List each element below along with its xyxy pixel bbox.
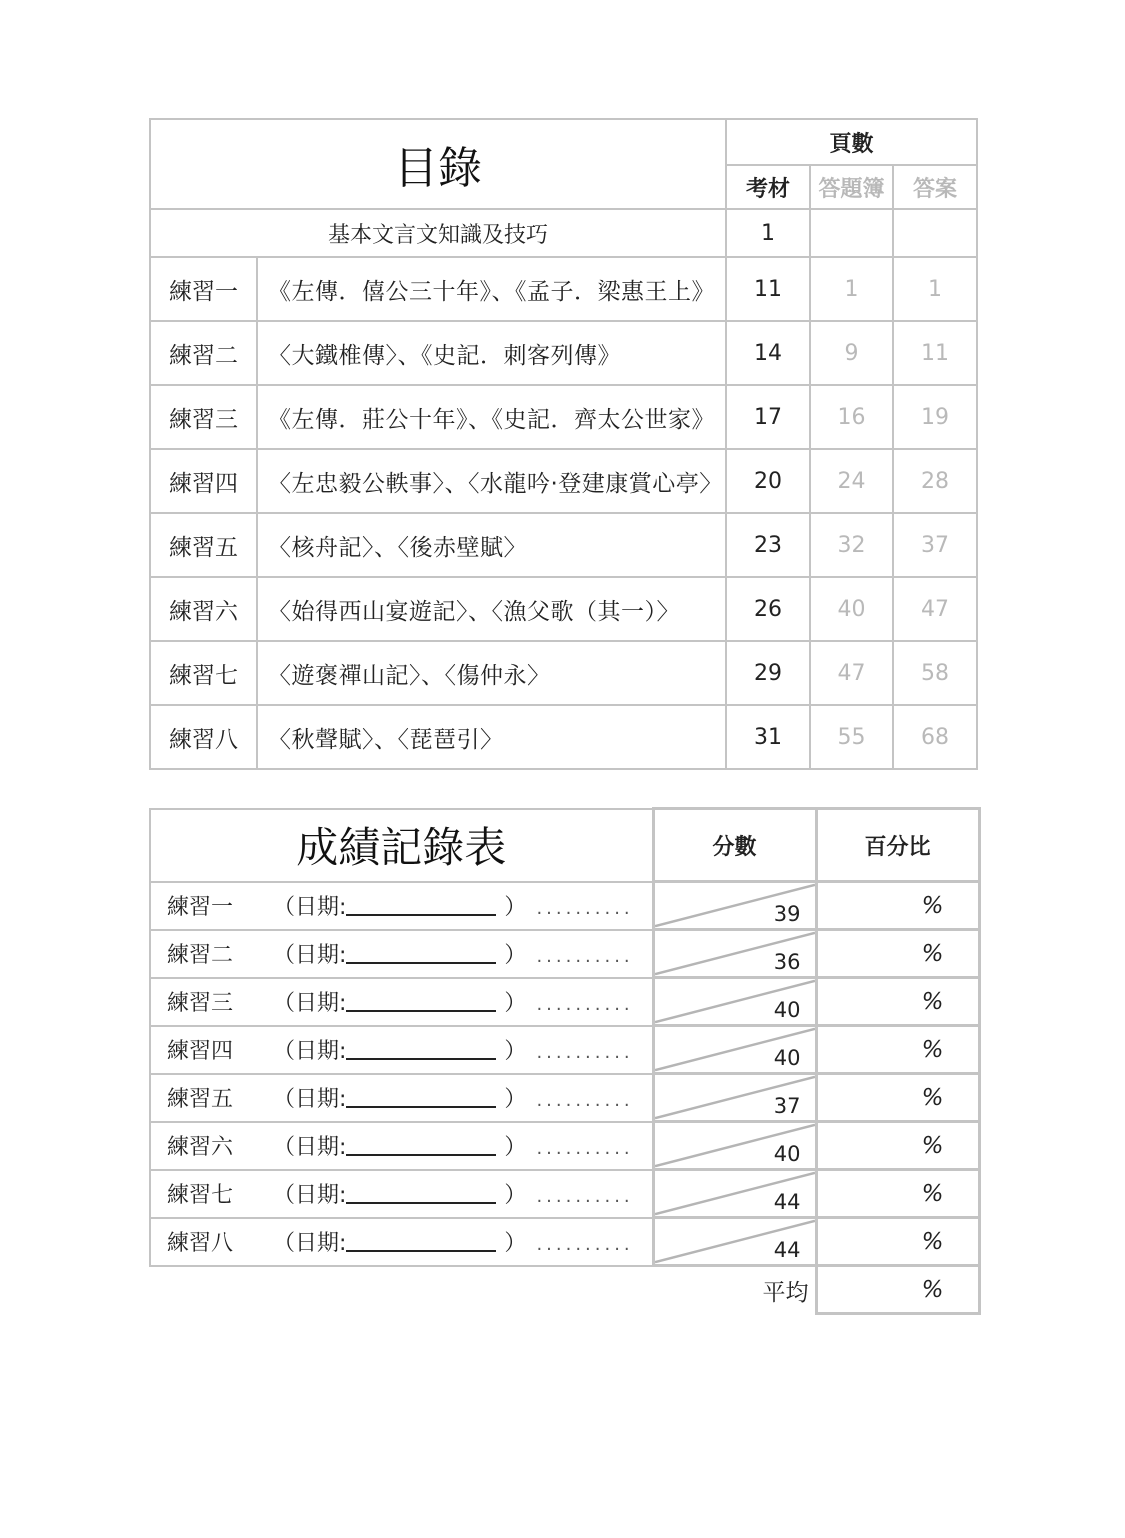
date-blank[interactable]	[346, 1086, 496, 1108]
date-close: ）	[504, 1039, 527, 1064]
date-close: ）	[504, 895, 527, 920]
workbook-page: 55	[810, 705, 893, 769]
exercise-title: 《左傳．莊公十年》、《史記．齊太公世家》	[257, 385, 726, 449]
exercise-label: 練習六	[150, 577, 257, 641]
table-of-contents	[149, 118, 978, 770]
date-blank[interactable]	[346, 1230, 496, 1252]
exercise-record	[150, 1026, 653, 1074]
record-exercise-label: 練習四	[167, 1039, 234, 1064]
answer-page: 68	[893, 705, 977, 769]
material-page: 11	[726, 257, 810, 321]
record-exercise-label: 練習五	[167, 1087, 234, 1112]
exercise-label: 練習四	[150, 449, 257, 513]
toc-row	[150, 513, 977, 577]
score-record-table	[149, 807, 981, 1315]
leader-dots: ..........	[536, 1090, 634, 1111]
score-cell[interactable]	[653, 1026, 816, 1074]
max-score: 40	[773, 998, 801, 1022]
exercise-title: 〈遊褒禪山記〉、〈傷仲永〉	[257, 641, 726, 705]
record-exercise-label: 練習八	[167, 1231, 234, 1256]
toc-title: 目錄	[150, 119, 726, 209]
score-cell[interactable]	[653, 1170, 816, 1218]
exercise-record	[150, 1074, 653, 1122]
date-close: ）	[504, 1231, 527, 1256]
exercise-label: 練習五	[150, 513, 257, 577]
percent-cell[interactable]: %	[816, 1026, 979, 1074]
record-exercise-label: 練習一	[167, 895, 234, 920]
date-close: ）	[504, 1183, 527, 1208]
material-page: 29	[726, 641, 810, 705]
column-workbook: 答題簿	[810, 165, 893, 209]
score-cell[interactable]	[653, 930, 816, 978]
score-row	[150, 1074, 979, 1122]
basic-answer-page	[893, 209, 977, 257]
score-title: 成績記錄表	[150, 809, 653, 882]
percent-header: 百分比	[816, 809, 979, 882]
date-blank[interactable]	[346, 1182, 496, 1204]
percent-cell[interactable]: %	[816, 1122, 979, 1170]
answer-page: 37	[893, 513, 977, 577]
date-close: ）	[504, 991, 527, 1016]
pages-header: 頁數	[726, 119, 977, 165]
leader-dots: ..........	[536, 1186, 634, 1207]
exercise-record	[150, 1170, 653, 1218]
workbook-page: 16	[810, 385, 893, 449]
answer-page: 28	[893, 449, 977, 513]
material-page: 17	[726, 385, 810, 449]
date-label: （日期:	[273, 943, 347, 968]
score-cell[interactable]	[653, 1122, 816, 1170]
date-label: （日期:	[273, 1183, 347, 1208]
exercise-record	[150, 978, 653, 1026]
exercise-title: 〈左忠毅公軼事〉、〈水龍吟·登建康賞心亭〉	[257, 449, 726, 513]
max-score: 44	[773, 1190, 801, 1214]
leader-dots: ..........	[536, 1042, 634, 1063]
column-material: 考材	[726, 165, 810, 209]
toc-row	[150, 257, 977, 321]
workbook-page: 40	[810, 577, 893, 641]
material-page: 20	[726, 449, 810, 513]
score-row	[150, 1170, 979, 1218]
toc-row	[150, 705, 977, 769]
date-blank[interactable]	[346, 894, 496, 916]
max-score: 39	[773, 902, 801, 926]
date-blank[interactable]	[346, 1038, 496, 1060]
material-page: 26	[726, 577, 810, 641]
percent-cell[interactable]: %	[816, 978, 979, 1026]
material-page: 23	[726, 513, 810, 577]
date-close: ）	[504, 1135, 527, 1160]
answer-page: 1	[893, 257, 977, 321]
record-exercise-label: 練習六	[167, 1135, 234, 1160]
answer-page: 47	[893, 577, 977, 641]
exercise-record	[150, 882, 653, 930]
percent-cell[interactable]: %	[816, 882, 979, 930]
workbook-page: 24	[810, 449, 893, 513]
exercise-record	[150, 1122, 653, 1170]
exercise-label: 練習七	[150, 641, 257, 705]
date-close: ）	[504, 1087, 527, 1112]
basic-knowledge-label: 基本文言文知識及技巧	[150, 209, 726, 257]
max-score: 37	[773, 1094, 801, 1118]
percent-cell[interactable]: %	[816, 930, 979, 978]
score-row	[150, 930, 979, 978]
leader-dots: ..........	[536, 898, 634, 919]
score-row	[150, 1122, 979, 1170]
workbook-page: 1	[810, 257, 893, 321]
leader-dots: ..........	[536, 1138, 634, 1159]
average-percent: %	[816, 1266, 979, 1314]
record-exercise-label: 練習七	[167, 1183, 234, 1208]
exercise-label: 練習八	[150, 705, 257, 769]
record-exercise-label: 練習三	[167, 991, 234, 1016]
max-score: 40	[773, 1046, 801, 1070]
date-blank[interactable]	[346, 990, 496, 1012]
answer-page: 19	[893, 385, 977, 449]
exercise-title: 〈始得西山宴遊記〉、〈漁父歌（其一）〉	[257, 577, 726, 641]
record-exercise-label: 練習二	[167, 943, 234, 968]
date-label: （日期:	[273, 1231, 347, 1256]
percent-cell[interactable]: %	[816, 1170, 979, 1218]
score-header: 分數	[653, 809, 816, 882]
answer-page: 58	[893, 641, 977, 705]
score-cell[interactable]	[653, 1218, 816, 1266]
exercise-title: 〈秋聲賦〉、〈琵琶引〉	[257, 705, 726, 769]
score-row	[150, 978, 979, 1026]
leader-dots: ..........	[536, 994, 634, 1015]
workbook-page: 32	[810, 513, 893, 577]
score-row	[150, 1218, 979, 1266]
score-cell[interactable]	[653, 1074, 816, 1122]
workbook-page: 47	[810, 641, 893, 705]
toc-row	[150, 449, 977, 513]
date-label: （日期:	[273, 1087, 347, 1112]
answer-page: 11	[893, 321, 977, 385]
date-close: ）	[504, 943, 527, 968]
exercise-title: 〈核舟記〉、〈後赤壁賦〉	[257, 513, 726, 577]
exercise-label: 練習一	[150, 257, 257, 321]
score-cell[interactable]	[653, 978, 816, 1026]
exercise-label: 練習二	[150, 321, 257, 385]
date-label: （日期:	[273, 1039, 347, 1064]
toc-row	[150, 385, 977, 449]
average-label: 平均	[762, 1279, 809, 1306]
column-answer: 答案	[893, 165, 977, 209]
average-spacer	[150, 1266, 653, 1314]
basic-material-page: 1	[726, 209, 810, 257]
material-page: 14	[726, 321, 810, 385]
toc-row	[150, 641, 977, 705]
toc-row	[150, 577, 977, 641]
workbook-page: 9	[810, 321, 893, 385]
date-label: （日期:	[273, 991, 347, 1016]
exercise-label: 練習三	[150, 385, 257, 449]
exercise-title: 《左傳．僖公三十年》、《孟子．梁惠王上》	[257, 257, 726, 321]
leader-dots: ..........	[536, 1234, 634, 1255]
score-row	[150, 882, 979, 930]
max-score: 44	[773, 1238, 801, 1262]
date-blank[interactable]	[346, 942, 496, 964]
max-score: 40	[773, 1142, 801, 1166]
score-cell[interactable]	[653, 882, 816, 930]
basic-workbook-page	[810, 209, 893, 257]
material-page: 31	[726, 705, 810, 769]
exercise-title: 〈大鐵椎傳〉、《史記．刺客列傳》	[257, 321, 726, 385]
date-label: （日期:	[273, 895, 347, 920]
toc-row	[150, 321, 977, 385]
exercise-record	[150, 930, 653, 978]
date-label: （日期:	[273, 1135, 347, 1160]
percent-cell[interactable]: %	[816, 1074, 979, 1122]
score-row	[150, 1026, 979, 1074]
date-blank[interactable]	[346, 1134, 496, 1156]
exercise-record	[150, 1218, 653, 1266]
leader-dots: ..........	[536, 946, 634, 967]
max-score: 36	[773, 950, 801, 974]
percent-cell[interactable]: %	[816, 1218, 979, 1266]
